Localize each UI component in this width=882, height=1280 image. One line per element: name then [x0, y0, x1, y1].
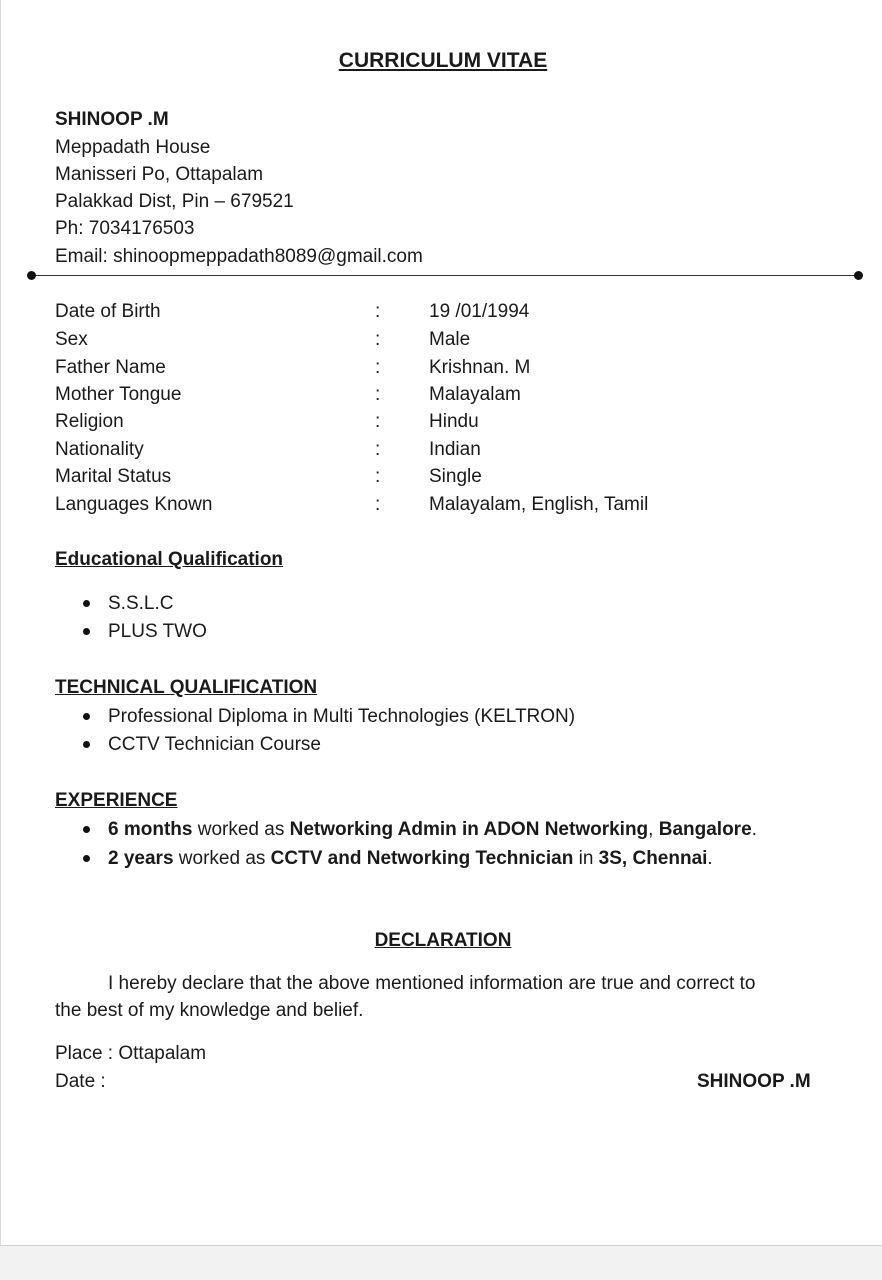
- experience-location: Bangalore: [658, 819, 752, 840]
- experience-duration: 6 months: [108, 819, 193, 840]
- separator-colon: :: [375, 494, 381, 515]
- applicant-name: SHINOOP .M: [55, 109, 169, 130]
- bullet-icon: [83, 741, 90, 748]
- experience-duration: 2 years: [108, 848, 174, 869]
- label-date-of-birth: Date of Birth: [55, 301, 161, 322]
- bullet-icon: [83, 600, 90, 607]
- address-line-house: Meppadath House: [55, 137, 211, 158]
- label-nationality: Nationality: [55, 439, 144, 460]
- label-languages-known: Languages Known: [55, 494, 213, 515]
- value-religion: Hindu: [429, 411, 479, 432]
- experience-text: .: [707, 848, 713, 869]
- separator-colon: :: [375, 384, 381, 405]
- technical-heading: TECHNICAL QUALIFICATION: [55, 677, 318, 698]
- label-mother-tongue: Mother Tongue: [55, 384, 182, 405]
- technical-item-diploma: Professional Diploma in Multi Technologies (KELTRON): [108, 706, 576, 727]
- value-marital-status: Single: [429, 466, 482, 487]
- bullet-icon: [83, 826, 90, 833]
- label-marital-status: Marital Status: [55, 466, 172, 487]
- declaration-heading: DECLARATION: [374, 930, 512, 951]
- experience-heading: EXPERIENCE: [55, 790, 178, 811]
- experience-text: .: [751, 819, 757, 840]
- experience-text: worked as: [173, 848, 271, 869]
- bullet-icon: [83, 855, 90, 862]
- bullet-icon: [83, 628, 90, 635]
- bullet-icon: [83, 713, 90, 720]
- separator-colon: :: [375, 439, 381, 460]
- experience-location: 3S, Chennai: [598, 848, 708, 869]
- experience-role: CCTV and Networking Technician: [270, 848, 574, 869]
- label-father-name: Father Name: [55, 357, 166, 378]
- phone-number: Ph: 7034176503: [55, 218, 195, 239]
- divider-left-dot: [27, 271, 36, 280]
- value-mother-tongue: Malayalam: [429, 384, 521, 405]
- experience-item-networking-admin: [108, 819, 757, 841]
- experience-text: worked as: [192, 819, 290, 840]
- document-title: CURRICULUM VITAE: [338, 49, 548, 72]
- experience-role: Networking Admin in ADON Networking: [289, 819, 649, 840]
- technical-item-cctv: CCTV Technician Course: [108, 734, 321, 755]
- separator-colon: :: [375, 329, 381, 350]
- education-item-plus-two: PLUS TWO: [108, 621, 207, 642]
- signature-name: SHINOOP .M: [697, 1071, 811, 1092]
- separator-colon: :: [375, 466, 381, 487]
- declaration-line-1: I hereby declare that the above mentioned information are true and correct to: [108, 973, 756, 994]
- label-sex: Sex: [55, 329, 88, 350]
- value-languages-known: Malayalam, English, Tamil: [429, 494, 649, 515]
- address-line-post: Manisseri Po, Ottapalam: [55, 164, 264, 185]
- experience-text: ,: [648, 819, 659, 840]
- declaration-date: Date :: [55, 1071, 106, 1092]
- separator-colon: :: [375, 357, 381, 378]
- declaration-place: Place : Ottapalam: [55, 1043, 207, 1064]
- separator-colon: :: [375, 301, 381, 322]
- address-line-district: Palakkad Dist, Pin – 679521: [55, 191, 294, 212]
- email-address: Email: shinoopmeppadath8089@gmail.com: [55, 246, 423, 267]
- separator-colon: :: [375, 411, 381, 432]
- value-father-name: Krishnan. M: [429, 357, 531, 378]
- value-date-of-birth: 19 /01/1994: [429, 301, 530, 322]
- value-sex: Male: [429, 329, 471, 350]
- declaration-line-2: the best of my knowledge and belief.: [55, 1000, 364, 1021]
- label-religion: Religion: [55, 411, 124, 432]
- divider-right-dot: [854, 271, 863, 280]
- experience-item-cctv-technician: [108, 848, 713, 870]
- header-divider: [31, 275, 859, 276]
- education-item-sslc: S.S.L.C: [108, 593, 174, 614]
- education-heading: Educational Qualification: [55, 549, 284, 570]
- experience-text: in: [573, 848, 599, 869]
- value-nationality: Indian: [429, 439, 481, 460]
